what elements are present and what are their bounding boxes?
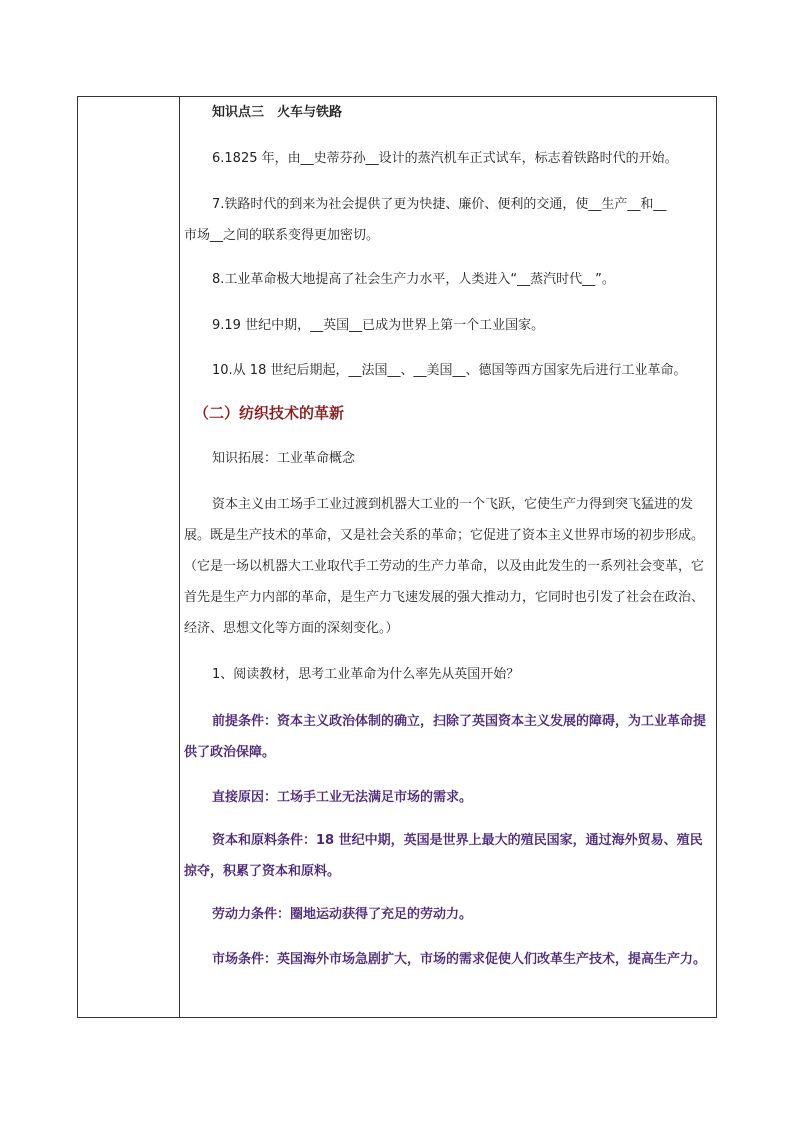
- answer-direct-cause: 直接原因：工场手工业无法满足市场的需求。: [212, 790, 473, 805]
- concept-paragraph: 资本主义由工场手工业过渡到机器大工业的一个飞跃，它使生产力得到突飞猛进的发展。既是生产技术的革命，又是社会关系的革命；它促进了资本主义世界市场的初步形成。（它是一场以机器大工业取代手工劳动的生产力革命，以及由此发生的一系列社会变革，它首先是生产力内部的革命，是生产力飞速发展的强大推动力，它同时也引发了社会在政治、经济、思想文化等方面的深刻变化。）: [184, 497, 705, 636]
- answer-premise: 前提条件：资本主义政治体制的确立，扫除了英国资本主义发展的障碍，为工业革命提供了政治保障。: [184, 714, 707, 760]
- answer-capital-materials: 资本和原料条件：18 世纪中期，英国是世界上最大的殖民国家，通过海外贸易、殖民掠夺，积累了资本和原料。: [184, 833, 703, 879]
- knowledge-point-title: 知识点三 火车与铁路: [212, 105, 343, 120]
- answer-labor: 劳动力条件：圈地运动获得了充足的劳动力。: [212, 907, 473, 922]
- answer-market: 市场条件：英国海外市场急剧扩大，市场的需求促使人们改革生产技术，提高生产力。: [212, 952, 707, 967]
- item-9: 9.19 世纪中期，__英国__已成为世界上第一个工业国家。: [212, 318, 545, 333]
- question-1: 1、阅读教材，思考工业革命为什么率先从英国开始？: [212, 667, 520, 682]
- item-7-line-1: 7.铁路时代的到来为社会提供了更为快捷、廉价、便利的交通，使__生产__和__: [212, 197, 667, 212]
- column-divider: [179, 97, 180, 1017]
- section-title: （二）纺织技术的革新: [194, 404, 345, 422]
- item-10: 10.从 18 世纪后期起，__法国__、__美国__、德国等西方国家先后进行工业革命。: [212, 363, 687, 378]
- item-8: 8.工业革命极大地提高了社会生产力水平，人类进入“__蒸汽时代__”。: [212, 272, 615, 287]
- knowledge-extension-label: 知识拓展：工业革命概念: [212, 451, 356, 466]
- lesson-table: [77, 96, 717, 1018]
- item-7-line-2: 市场__之间的联系变得更加密切。: [184, 228, 380, 243]
- item-6: 6.1825 年，由__史蒂芬孙__设计的蒸汽机车正式试车，标志着铁路时代的开始。: [212, 151, 678, 166]
